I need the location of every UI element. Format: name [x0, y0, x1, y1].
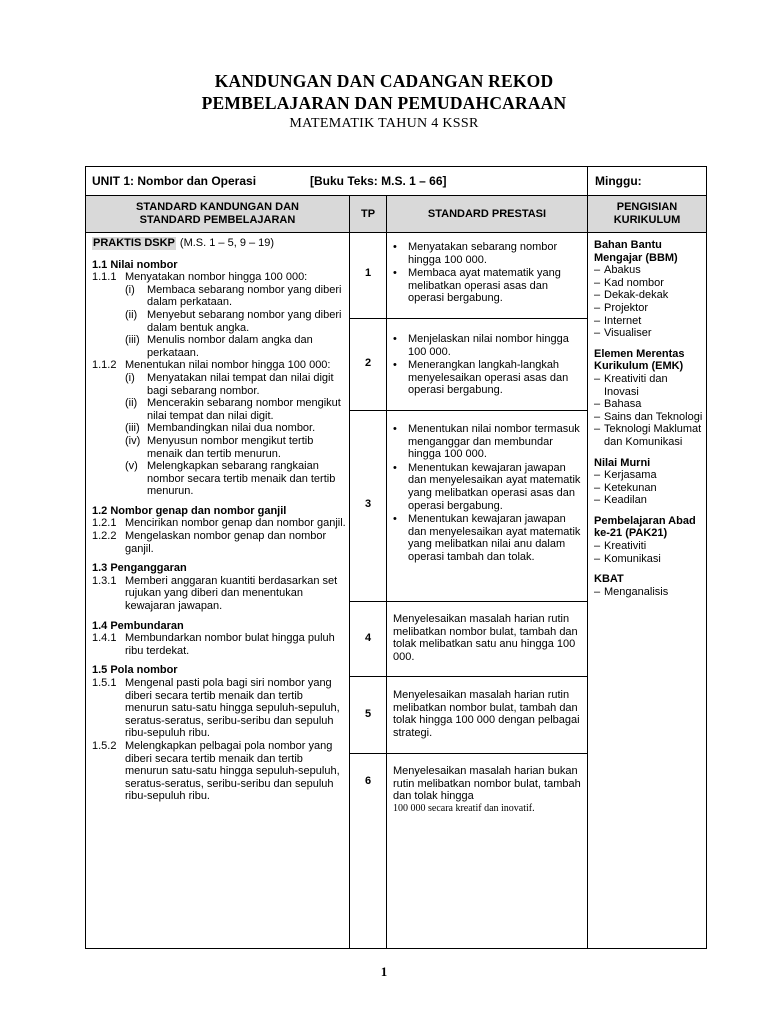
sub-item: (i) Membaca sebarang nombor yang diberi dalam perkataan. — [125, 283, 342, 309]
prestasi-cell-tp4: Menyelesaikan masalah harian rutin melibatkan nombor bulat, tambah dan tolak melibatkan satu anu hingga 100 000. — [393, 613, 578, 663]
bullet-icon: • — [393, 241, 397, 253]
prestasi-cell-tp5: Menyelesaikan masalah harian rutin melibatkan nombor bulat, tambah dan tolak hingga 100 000 dengan pelbagai strategi. — [393, 689, 580, 739]
list-item: – Kreativiti dan Inovasi — [594, 372, 668, 398]
header-pengisian-line2: KURIKULUM — [613, 214, 681, 226]
sub-item: (iv) Menyusun nombor mengikut tertib menaik dan tertib menurun. — [125, 434, 314, 460]
dash-icon: – — [594, 289, 601, 302]
pengisian-kurikulum-column — [594, 239, 704, 598]
page-number: 1 — [380, 964, 388, 979]
textbook-pages: [Buku Teks: M.S. 1 – 66] — [310, 174, 447, 188]
title-line-2: PEMBELAJARAN DAN PEMUDAHCARAAN — [201, 93, 567, 113]
bullet-icon: • — [393, 423, 397, 435]
tp-number: 2 — [364, 357, 372, 369]
learning-standard: 1.4.1 Membundarkan nombor bulat hingga puluh ribu terdekat. — [92, 632, 335, 657]
row-divider — [349, 753, 587, 754]
standard-kandungan-column — [92, 237, 348, 803]
list-item: • Membaca ayat matematik yang melibatkan operasi asas dan operasi bergabung. — [387, 267, 587, 305]
bullet-icon: • — [393, 359, 397, 372]
list-item: – Ketekunan — [594, 481, 657, 494]
section-title: 1.3 Penganggaran — [92, 562, 187, 575]
row-divider — [349, 601, 587, 602]
dash-icon: – — [594, 423, 601, 436]
subtitle: MATEMATIK TAHUN 4 KSSR — [289, 116, 479, 131]
prestasi-cell-tp3 — [387, 423, 587, 565]
dash-icon: – — [594, 301, 601, 314]
dash-icon: – — [594, 585, 601, 598]
bullet-icon: • — [393, 267, 397, 280]
list-item: – Kad nombor — [594, 276, 664, 289]
header-standard-line2: STANDARD PEMBELAJARAN — [139, 214, 296, 226]
row-divider — [349, 318, 587, 319]
emk-heading: Elemen Merentas Kurikulum (EMK) — [594, 347, 685, 373]
nilai-murni-heading: Nilai Murni — [594, 456, 651, 469]
unit-title: UNIT 1: Nombor dan Operasi — [92, 174, 257, 188]
list-item: – Sains dan Teknologi — [594, 410, 703, 423]
dash-icon: – — [594, 494, 601, 507]
list-item: • Menerangkan langkah-langkah menyelesaikan operasi asas dan operasi bergabung. — [387, 359, 587, 397]
dash-icon: – — [594, 276, 601, 289]
section-title: 1.1 Nilai nombor — [92, 258, 178, 271]
prestasi-tp6-text: Menyelesaikan masalah harian bukan rutin melibatkan nombor bulat, tambah dan tolak hingga — [393, 765, 581, 803]
header-tp: TP — [360, 207, 376, 220]
list-item: – Menganalisis — [594, 585, 669, 598]
list-item: – Visualiser — [594, 327, 652, 340]
dash-icon: – — [594, 469, 601, 482]
header-standard — [86, 196, 349, 232]
tp-number: 3 — [364, 498, 372, 510]
week-label: Minggu: — [595, 174, 642, 188]
list-item: – Abakus — [594, 264, 641, 277]
title-line-1: KANDUNGAN DAN CADANGAN REKOD — [214, 71, 554, 91]
sub-item: (iii) Menulis nombor dalam angka dan perkataan. — [125, 334, 313, 359]
tp-number: 4 — [364, 632, 372, 644]
list-item: – Kerjasama — [594, 469, 657, 482]
list-item: – Keadilan — [594, 494, 647, 507]
sub-item: (ii) Mencerakin sebarang nombor mengikut nilai tempat dan nilai digit. — [125, 397, 341, 422]
header-pengisian — [588, 196, 706, 232]
pak21-heading: Pembelajaran Abad ke-21 (PAK21) — [594, 514, 696, 540]
bullet-icon: • — [393, 513, 397, 526]
dash-icon: – — [594, 264, 601, 277]
unit-row-divider — [587, 167, 588, 195]
prestasi-cell-tp1 — [387, 241, 587, 306]
learning-standard: 1.2.1 Mencirikan nombor genap dan nombor ganjil. — [92, 517, 346, 530]
kbat-heading: KBAT — [594, 573, 624, 586]
bullet-icon: • — [393, 333, 397, 345]
list-item: – Bahasa — [594, 398, 642, 411]
tp-number: 6 — [364, 775, 372, 787]
section-title: 1.2 Nombor genap dan nombor ganjil — [92, 504, 287, 517]
section-title: 1.5 Pola nombor — [92, 664, 178, 677]
prestasi-tp6-tail: 100 000 secara kreatif dan inovatif. — [393, 802, 535, 814]
column-divider — [587, 196, 588, 948]
column-divider — [386, 196, 387, 948]
prestasi-cell-tp6 — [387, 765, 587, 815]
prestasi-cell-tp2 — [387, 333, 587, 398]
learning-standard: 1.5.1 Mengenal pasti pola bagi siri nombor yang diberi secara tertib menaik dan tertib menurun satu-satu hingga sepuluh-sepuluh, seratus-seratus, seribu-seribu dan sepuluh ribu-sepuluh ribu. — [92, 677, 340, 740]
header-standard-line1: STANDARD KANDUNGAN DAN — [136, 201, 299, 213]
dash-icon: – — [594, 540, 601, 553]
list-item: – Dekak-dekak — [594, 289, 669, 302]
praktis-label: PRAKTIS DSKP — [93, 237, 175, 249]
dash-icon: – — [594, 410, 601, 423]
praktis-line — [92, 237, 348, 250]
dash-icon: – — [594, 372, 601, 385]
header-pengisian-line1: PENGISIAN — [616, 201, 678, 213]
learning-standard: 1.1.1 Menyatakan nombor hingga 100 000: — [92, 271, 308, 284]
row-divider — [349, 676, 587, 677]
praktis-range: (M.S. 1 – 5, 9 – 19) — [179, 237, 275, 249]
document-title-block — [0, 70, 768, 133]
list-item: • Menentukan kewajaran jawapan dan menyelesaikan ayat matematik yang melibatkan nilai anu dalam operasi tambah dan tolak. — [387, 513, 587, 563]
learning-standard: 1.3.1 Memberi anggaran kuantiti berdasarkan set rujukan yang diberi dan menentukan kewajaran jawapan. — [92, 574, 338, 613]
section-title: 1.4 Pembundaran — [92, 619, 184, 632]
list-item: • Menjelaskan nilai nombor hingga 100 000. — [387, 333, 587, 358]
dash-icon: – — [594, 314, 601, 327]
sub-item: (i) Menyatakan nilai tempat dan nilai digit bagi sebarang nombor. — [125, 371, 334, 397]
list-item: – Kreativiti — [594, 540, 647, 553]
dash-icon: – — [594, 327, 601, 340]
list-item: • Menentukan nilai nombor termasuk menganggar dan membundar hingga 100 000. — [387, 423, 587, 461]
list-item: – Projektor — [594, 301, 649, 314]
list-item: – Internet — [594, 314, 642, 327]
list-item: – Teknologi Maklumat dan Komunikasi — [594, 423, 702, 448]
learning-standard: 1.5.2 Melengkapkan pelbagai pola nombor yang diberi secara tertib menaik dan tertib menurun satu-satu hingga sepuluh-sepuluh, seratus-seratus, seribu-seribu dan sepuluh ribu-sepuluh ribu. — [92, 739, 340, 803]
tp-number: 1 — [364, 267, 372, 279]
list-item: – Komunikasi — [594, 552, 661, 565]
learning-standard: 1.2.2 Mengelaskan nombor genap dan nombor ganjil. — [92, 530, 327, 555]
bullet-icon: • — [393, 461, 397, 474]
list-item: • Menentukan kewajaran jawapan dan menyelesaikan ayat matematik yang melibatkan operasi asas dan operasi bergabung. — [387, 462, 587, 512]
list-item: • Menyatakan sebarang nombor hingga 100 000. — [387, 241, 587, 266]
learning-standard: 1.1.2 Menentukan nilai nombor hingga 100 000: — [92, 359, 331, 372]
dash-icon: – — [594, 481, 601, 494]
row-divider — [349, 410, 587, 411]
table-header-row — [86, 196, 706, 233]
column-divider — [349, 196, 350, 948]
bbm-heading: Bahan Bantu Mengajar (BBM) — [594, 239, 678, 264]
dash-icon: – — [594, 552, 601, 565]
tp-number: 5 — [364, 708, 372, 720]
sub-item: (v) Melengkapkan sebarang rangkaian nombor secara tertib menaik dan tertib menurun. — [125, 460, 336, 498]
rpt-table — [85, 166, 707, 949]
sub-item: (ii) Menyebut sebarang nombor yang diberi dalam bentuk angka. — [125, 308, 342, 334]
unit-row — [86, 167, 706, 196]
header-prestasi: STANDARD PRESTASI — [427, 207, 547, 220]
sub-item: (iii) Membandingkan nilai dua nombor. — [125, 422, 316, 435]
dash-icon: – — [594, 398, 601, 411]
